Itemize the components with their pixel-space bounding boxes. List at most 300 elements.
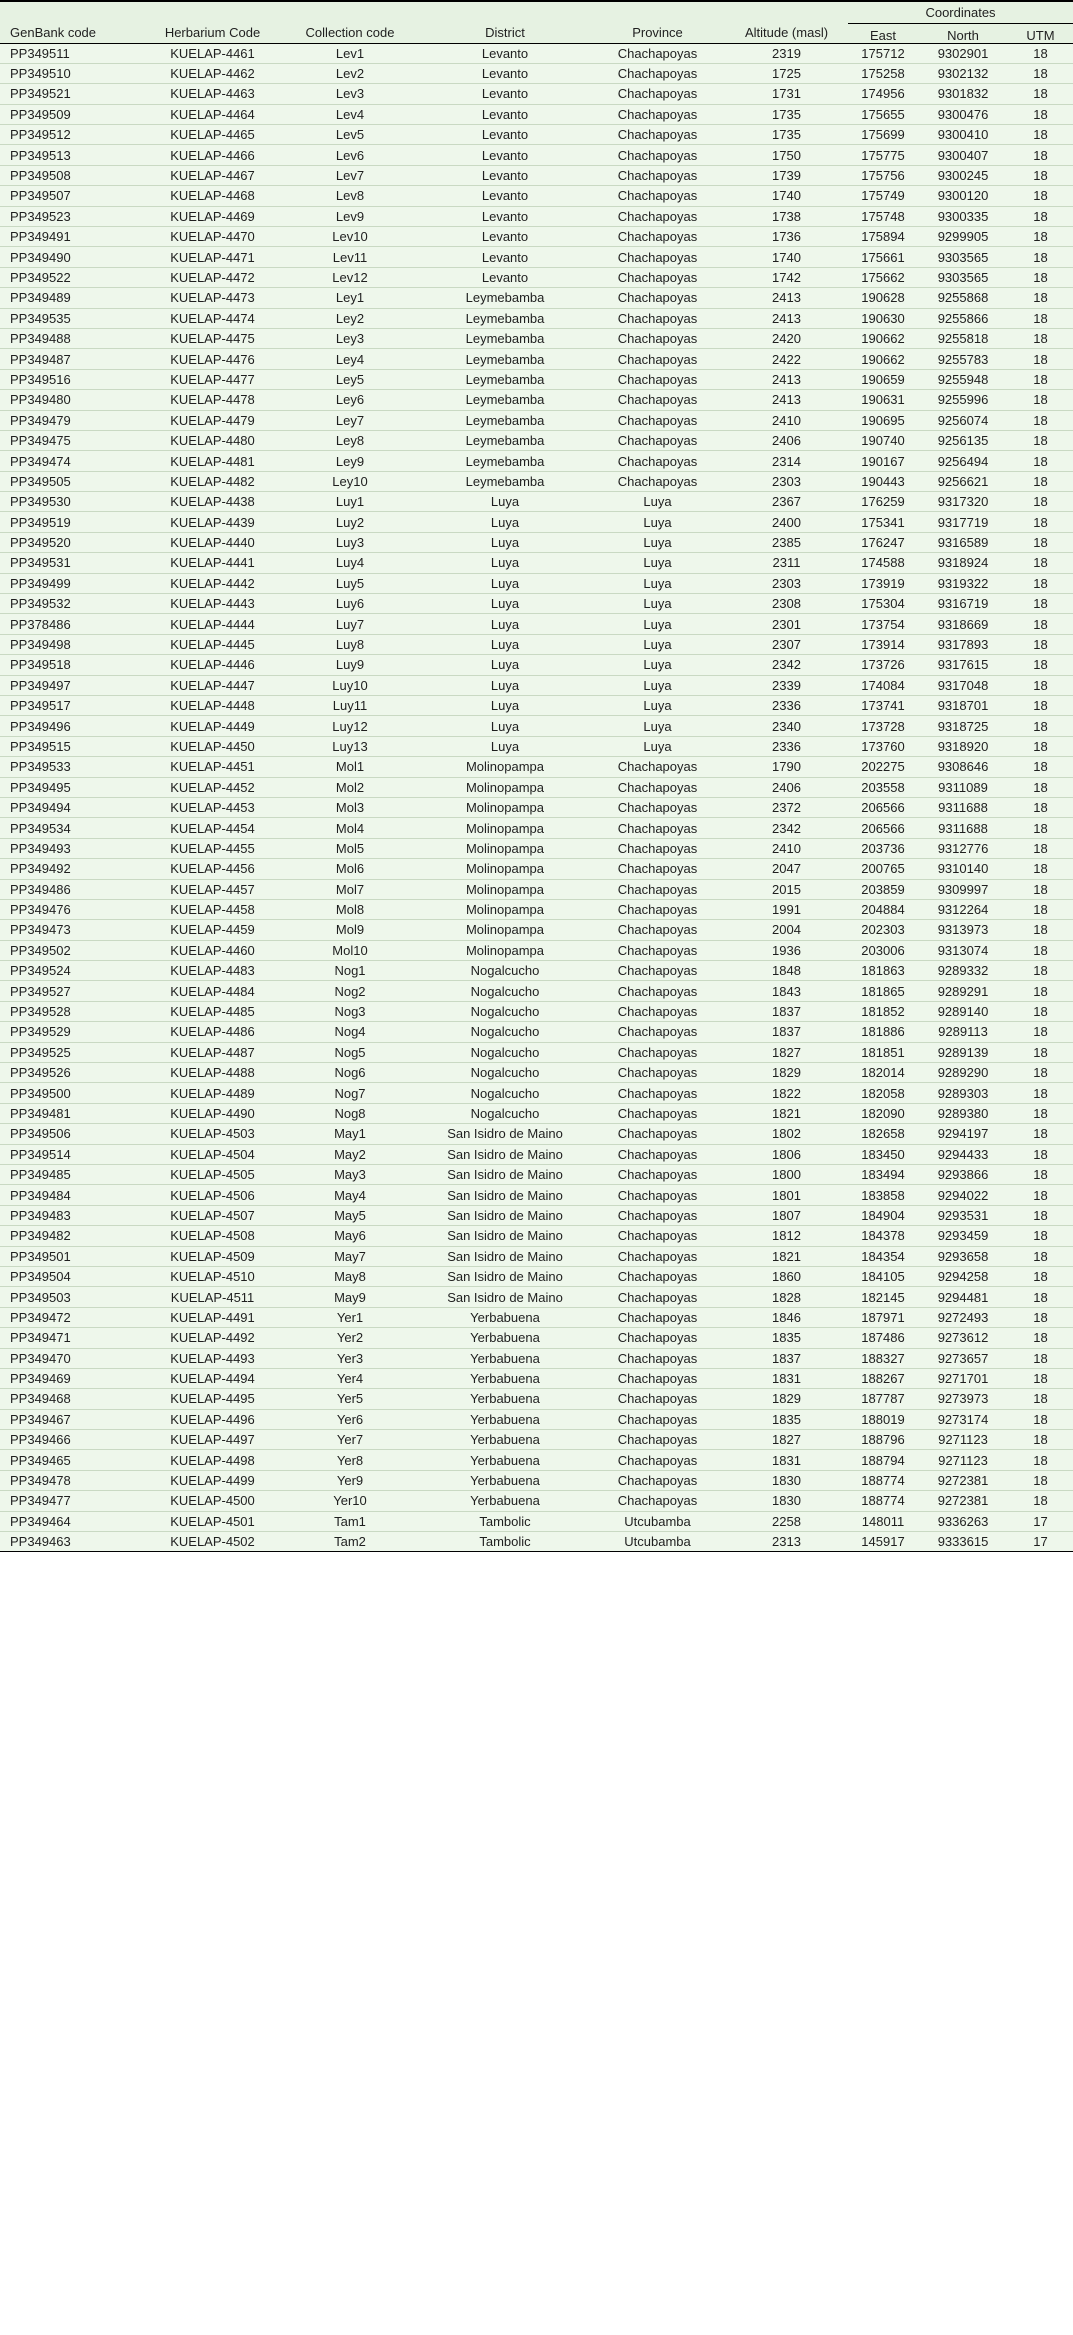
east-cell: 190740 [848, 430, 918, 450]
altitude-cell: 2410 [725, 410, 848, 430]
altitude-cell: 1835 [725, 1409, 848, 1429]
province-cell: Utcubamba [590, 1511, 725, 1531]
district-cell: San Isidro de Maino [420, 1266, 590, 1286]
table-row [0, 186, 1073, 206]
altitude-cell: 1830 [725, 1470, 848, 1490]
utm-cell: 18 [1008, 777, 1073, 797]
collection-code-cell: Mol4 [280, 818, 420, 838]
province-cell: Luya [590, 553, 725, 573]
genbank-code-cell: PP349514 [0, 1144, 145, 1164]
altitude-cell: 2422 [725, 349, 848, 369]
table-row [0, 1042, 1073, 1062]
collection-code-cell: Ley7 [280, 410, 420, 430]
district-cell: Luya [420, 736, 590, 756]
district-cell: Luya [420, 716, 590, 736]
genbank-code-cell: PP349472 [0, 1307, 145, 1327]
district-cell: Yerbabuena [420, 1430, 590, 1450]
north-cell: 9300410 [918, 125, 1008, 145]
collection-code-cell: May3 [280, 1164, 420, 1184]
herbarium-code-cell: KUELAP-4491 [145, 1307, 280, 1327]
province-cell: Chachapoyas [590, 1287, 725, 1307]
utm-cell: 17 [1008, 1511, 1073, 1531]
east-cell: 183450 [848, 1144, 918, 1164]
herbarium-code-cell: KUELAP-4463 [145, 84, 280, 104]
utm-cell: 18 [1008, 227, 1073, 247]
table-row [0, 981, 1073, 1001]
province-cell: Utcubamba [590, 1532, 725, 1552]
east-cell: 206566 [848, 818, 918, 838]
genbank-code-cell: PP349533 [0, 757, 145, 777]
altitude-cell: 1837 [725, 1001, 848, 1021]
altitude-cell: 2406 [725, 777, 848, 797]
collection-code-cell: May4 [280, 1185, 420, 1205]
herbarium-code-cell: KUELAP-4469 [145, 206, 280, 226]
east-cell: 175341 [848, 512, 918, 532]
utm-cell: 18 [1008, 288, 1073, 308]
table-row [0, 1328, 1073, 1348]
collection-code-cell: May1 [280, 1124, 420, 1144]
north-cell: 9294197 [918, 1124, 1008, 1144]
collection-code-cell: Mol1 [280, 757, 420, 777]
east-cell: 188796 [848, 1430, 918, 1450]
utm-cell: 18 [1008, 1144, 1073, 1164]
genbank-code-cell: PP349527 [0, 981, 145, 1001]
province-cell: Chachapoyas [590, 1022, 725, 1042]
herbarium-code-cell: KUELAP-4458 [145, 899, 280, 919]
genbank-code-cell: PP349490 [0, 247, 145, 267]
east-cell: 187971 [848, 1307, 918, 1327]
genbank-code-cell: PP349477 [0, 1491, 145, 1511]
east-cell: 190662 [848, 349, 918, 369]
herbarium-code-cell: KUELAP-4441 [145, 553, 280, 573]
genbank-code-cell: PP349495 [0, 777, 145, 797]
collection-code-cell: Lev7 [280, 165, 420, 185]
utm-cell: 18 [1008, 1185, 1073, 1205]
genbank-code-cell: PP349529 [0, 1022, 145, 1042]
east-cell: 148011 [848, 1511, 918, 1531]
altitude-cell: 1837 [725, 1348, 848, 1368]
province-cell: Chachapoyas [590, 757, 725, 777]
province-cell: Chachapoyas [590, 797, 725, 817]
collection-code-cell: Ley10 [280, 471, 420, 491]
province-cell: Luya [590, 736, 725, 756]
table-row [0, 410, 1073, 430]
altitude-cell: 1801 [725, 1185, 848, 1205]
north-cell: 9300407 [918, 145, 1008, 165]
genbank-code-cell: PP349486 [0, 879, 145, 899]
herbarium-code-cell: KUELAP-4503 [145, 1124, 280, 1144]
district-cell: Molinopampa [420, 879, 590, 899]
collection-code-cell: Ley6 [280, 390, 420, 410]
genbank-code-cell: PP349489 [0, 288, 145, 308]
utm-cell: 18 [1008, 981, 1073, 1001]
north-cell: 9294481 [918, 1287, 1008, 1307]
district-cell: Luya [420, 594, 590, 614]
genbank-code-cell: PP349476 [0, 899, 145, 919]
province-cell: Luya [590, 696, 725, 716]
district-cell: Molinopampa [420, 818, 590, 838]
genbank-code-cell: PP349525 [0, 1042, 145, 1062]
header-north: North [918, 23, 1008, 43]
collection-code-cell: Luy1 [280, 492, 420, 512]
table-row [0, 736, 1073, 756]
province-cell: Chachapoyas [590, 981, 725, 1001]
utm-cell: 18 [1008, 614, 1073, 634]
genbank-code-cell: PP349474 [0, 451, 145, 471]
north-cell: 9300120 [918, 186, 1008, 206]
collection-code-cell: Yer2 [280, 1328, 420, 1348]
collection-code-cell: Mol10 [280, 940, 420, 960]
utm-cell: 18 [1008, 267, 1073, 287]
utm-cell: 18 [1008, 1022, 1073, 1042]
district-cell: Luya [420, 655, 590, 675]
altitude-cell: 1828 [725, 1287, 848, 1307]
utm-cell: 18 [1008, 308, 1073, 328]
utm-cell: 18 [1008, 1368, 1073, 1388]
collection-code-cell: Yer5 [280, 1389, 420, 1409]
east-cell: 187787 [848, 1389, 918, 1409]
north-cell: 9317615 [918, 655, 1008, 675]
district-cell: Yerbabuena [420, 1389, 590, 1409]
table-row [0, 696, 1073, 716]
altitude-cell: 2015 [725, 879, 848, 899]
utm-cell: 18 [1008, 206, 1073, 226]
north-cell: 9300245 [918, 165, 1008, 185]
genbank-code-cell: PP349481 [0, 1103, 145, 1123]
province-cell: Chachapoyas [590, 43, 725, 63]
altitude-cell: 1740 [725, 186, 848, 206]
collection-code-cell: Yer1 [280, 1307, 420, 1327]
north-cell: 9272381 [918, 1470, 1008, 1490]
east-cell: 184354 [848, 1246, 918, 1266]
herbarium-code-cell: KUELAP-4457 [145, 879, 280, 899]
north-cell: 9272493 [918, 1307, 1008, 1327]
east-cell: 190628 [848, 288, 918, 308]
district-cell: Yerbabuena [420, 1491, 590, 1511]
east-cell: 202275 [848, 757, 918, 777]
east-cell: 183858 [848, 1185, 918, 1205]
altitude-cell: 2340 [725, 716, 848, 736]
herbarium-code-cell: KUELAP-4484 [145, 981, 280, 1001]
herbarium-code-cell: KUELAP-4443 [145, 594, 280, 614]
header-herbarium-code: Herbarium Code [145, 1, 280, 43]
east-cell: 181852 [848, 1001, 918, 1021]
table-row [0, 390, 1073, 410]
district-cell: Yerbabuena [420, 1368, 590, 1388]
utm-cell: 18 [1008, 716, 1073, 736]
collection-code-cell: Luy3 [280, 532, 420, 552]
table-row [0, 573, 1073, 593]
herbarium-code-cell: KUELAP-4488 [145, 1063, 280, 1083]
herbarium-code-cell: KUELAP-4504 [145, 1144, 280, 1164]
north-cell: 9289291 [918, 981, 1008, 1001]
herbarium-code-cell: KUELAP-4501 [145, 1511, 280, 1531]
east-cell: 145917 [848, 1532, 918, 1552]
herbarium-code-cell: KUELAP-4453 [145, 797, 280, 817]
district-cell: Luya [420, 512, 590, 532]
altitude-cell: 1750 [725, 145, 848, 165]
utm-cell: 18 [1008, 818, 1073, 838]
utm-cell: 18 [1008, 920, 1073, 940]
genbank-code-cell: PP349501 [0, 1246, 145, 1266]
altitude-cell: 2413 [725, 390, 848, 410]
table-row [0, 920, 1073, 940]
altitude-cell: 2342 [725, 655, 848, 675]
utm-cell: 18 [1008, 532, 1073, 552]
north-cell: 9294433 [918, 1144, 1008, 1164]
genbank-code-cell: PP349482 [0, 1226, 145, 1246]
genbank-code-cell: PP349499 [0, 573, 145, 593]
table-row [0, 165, 1073, 185]
herbarium-code-cell: KUELAP-4449 [145, 716, 280, 736]
province-cell: Luya [590, 492, 725, 512]
province-cell: Luya [590, 532, 725, 552]
north-cell: 9256074 [918, 410, 1008, 430]
herbarium-code-cell: KUELAP-4470 [145, 227, 280, 247]
genbank-code-cell: PP349487 [0, 349, 145, 369]
province-cell: Chachapoyas [590, 1063, 725, 1083]
genbank-code-cell: PP349532 [0, 594, 145, 614]
province-cell: Chachapoyas [590, 1083, 725, 1103]
north-cell: 9319322 [918, 573, 1008, 593]
north-cell: 9255868 [918, 288, 1008, 308]
genbank-code-cell: PP349510 [0, 63, 145, 83]
district-cell: Molinopampa [420, 859, 590, 879]
collection-code-cell: Yer9 [280, 1470, 420, 1490]
table-row [0, 1368, 1073, 1388]
utm-cell: 18 [1008, 430, 1073, 450]
table-row [0, 145, 1073, 165]
collection-code-cell: Mol2 [280, 777, 420, 797]
east-cell: 188774 [848, 1470, 918, 1490]
altitude-cell: 1829 [725, 1063, 848, 1083]
district-cell: Levanto [420, 125, 590, 145]
table-row [0, 267, 1073, 287]
district-cell: Leymebamba [420, 288, 590, 308]
east-cell: 184378 [848, 1226, 918, 1246]
herbarium-code-cell: KUELAP-4495 [145, 1389, 280, 1409]
north-cell: 9316719 [918, 594, 1008, 614]
herbarium-code-cell: KUELAP-4468 [145, 186, 280, 206]
table-row [0, 1001, 1073, 1021]
east-cell: 181865 [848, 981, 918, 1001]
utm-cell: 18 [1008, 736, 1073, 756]
east-cell: 173741 [848, 696, 918, 716]
east-cell: 175775 [848, 145, 918, 165]
district-cell: Leymebamba [420, 451, 590, 471]
province-cell: Chachapoyas [590, 961, 725, 981]
collection-code-cell: Luy2 [280, 512, 420, 532]
table-row [0, 940, 1073, 960]
north-cell: 9311688 [918, 818, 1008, 838]
district-cell: Luya [420, 532, 590, 552]
utm-cell: 18 [1008, 675, 1073, 695]
province-cell: Chachapoyas [590, 1144, 725, 1164]
genbank-code-cell: PP349523 [0, 206, 145, 226]
district-cell: Nogalcucho [420, 1103, 590, 1123]
genbank-code-cell: PP349496 [0, 716, 145, 736]
table-row [0, 125, 1073, 145]
table-row [0, 716, 1073, 736]
genbank-code-cell: PP349535 [0, 308, 145, 328]
utm-cell: 18 [1008, 1287, 1073, 1307]
herbarium-code-cell: KUELAP-4465 [145, 125, 280, 145]
herbarium-code-cell: KUELAP-4509 [145, 1246, 280, 1266]
collection-code-cell: Ley9 [280, 451, 420, 471]
herbarium-code-cell: KUELAP-4456 [145, 859, 280, 879]
province-cell: Chachapoyas [590, 451, 725, 471]
altitude-cell: 2004 [725, 920, 848, 940]
herbarium-code-cell: KUELAP-4455 [145, 838, 280, 858]
genbank-code-cell: PP349508 [0, 165, 145, 185]
table-row [0, 1103, 1073, 1123]
east-cell: 175661 [848, 247, 918, 267]
east-cell: 190167 [848, 451, 918, 471]
table-row [0, 1450, 1073, 1470]
district-cell: Luya [420, 492, 590, 512]
district-cell: San Isidro de Maino [420, 1287, 590, 1307]
altitude-cell: 1742 [725, 267, 848, 287]
table-row [0, 818, 1073, 838]
north-cell: 9318725 [918, 716, 1008, 736]
herbarium-code-cell: KUELAP-4454 [145, 818, 280, 838]
district-cell: Yerbabuena [420, 1409, 590, 1429]
north-cell: 9313074 [918, 940, 1008, 960]
table-row [0, 1511, 1073, 1531]
altitude-cell: 1800 [725, 1164, 848, 1184]
utm-cell: 18 [1008, 1450, 1073, 1470]
genbank-code-cell: PP349463 [0, 1532, 145, 1552]
collection-code-cell: May8 [280, 1266, 420, 1286]
herbarium-code-cell: KUELAP-4493 [145, 1348, 280, 1368]
north-cell: 9289113 [918, 1022, 1008, 1042]
utm-cell: 18 [1008, 1001, 1073, 1021]
province-cell: Luya [590, 573, 725, 593]
utm-cell: 18 [1008, 492, 1073, 512]
district-cell: Molinopampa [420, 940, 590, 960]
herbarium-code-cell: KUELAP-4475 [145, 328, 280, 348]
collection-code-cell: Lev5 [280, 125, 420, 145]
altitude-cell: 1827 [725, 1042, 848, 1062]
genbank-code-cell: PP349505 [0, 471, 145, 491]
province-cell: Chachapoyas [590, 471, 725, 491]
collection-code-cell: Luy7 [280, 614, 420, 634]
table-row [0, 614, 1073, 634]
genbank-code-cell: PP349469 [0, 1368, 145, 1388]
table-row [0, 1287, 1073, 1307]
altitude-cell: 1860 [725, 1266, 848, 1286]
province-cell: Chachapoyas [590, 1368, 725, 1388]
genbank-code-cell: PP349484 [0, 1185, 145, 1205]
genbank-code-cell: PP349504 [0, 1266, 145, 1286]
collection-code-cell: Lev6 [280, 145, 420, 165]
east-cell: 174956 [848, 84, 918, 104]
utm-cell: 18 [1008, 696, 1073, 716]
utm-cell: 18 [1008, 757, 1073, 777]
north-cell: 9273612 [918, 1328, 1008, 1348]
altitude-cell: 2303 [725, 471, 848, 491]
north-cell: 9303565 [918, 247, 1008, 267]
east-cell: 175699 [848, 125, 918, 145]
province-cell: Chachapoyas [590, 125, 725, 145]
province-cell: Chachapoyas [590, 838, 725, 858]
north-cell: 9273973 [918, 1389, 1008, 1409]
utm-cell: 18 [1008, 573, 1073, 593]
collection-code-cell: Nog8 [280, 1103, 420, 1123]
district-cell: Levanto [420, 247, 590, 267]
utm-cell: 18 [1008, 879, 1073, 899]
utm-cell: 18 [1008, 797, 1073, 817]
east-cell: 175894 [848, 227, 918, 247]
altitude-cell: 2400 [725, 512, 848, 532]
altitude-cell: 2258 [725, 1511, 848, 1531]
province-cell: Chachapoyas [590, 879, 725, 899]
north-cell: 9289303 [918, 1083, 1008, 1103]
altitude-cell: 2385 [725, 532, 848, 552]
east-cell: 190631 [848, 390, 918, 410]
altitude-cell: 2313 [725, 1532, 848, 1552]
utm-cell: 18 [1008, 1307, 1073, 1327]
altitude-cell: 2413 [725, 308, 848, 328]
province-cell: Chachapoyas [590, 1389, 725, 1409]
table-row [0, 471, 1073, 491]
district-cell: Luya [420, 573, 590, 593]
collection-code-cell: Mol6 [280, 859, 420, 879]
east-cell: 188019 [848, 1409, 918, 1429]
collection-code-cell: Lev12 [280, 267, 420, 287]
north-cell: 9273174 [918, 1409, 1008, 1429]
herbarium-code-cell: KUELAP-4482 [145, 471, 280, 491]
north-cell: 9303565 [918, 267, 1008, 287]
north-cell: 9272381 [918, 1491, 1008, 1511]
altitude-cell: 1829 [725, 1389, 848, 1409]
collection-code-cell: Ley1 [280, 288, 420, 308]
collection-code-cell: Luy11 [280, 696, 420, 716]
collection-code-cell: Luy6 [280, 594, 420, 614]
utm-cell: 18 [1008, 125, 1073, 145]
herbarium-code-cell: KUELAP-4438 [145, 492, 280, 512]
province-cell: Chachapoyas [590, 349, 725, 369]
herbarium-code-cell: KUELAP-4442 [145, 573, 280, 593]
utm-cell: 18 [1008, 655, 1073, 675]
altitude-cell: 2308 [725, 594, 848, 614]
collection-code-cell: May6 [280, 1226, 420, 1246]
district-cell: San Isidro de Maino [420, 1144, 590, 1164]
district-cell: Leymebamba [420, 328, 590, 348]
altitude-cell: 1831 [725, 1450, 848, 1470]
east-cell: 173760 [848, 736, 918, 756]
east-cell: 173919 [848, 573, 918, 593]
header-utm: UTM [1008, 23, 1073, 43]
genbank-code-cell: PP349521 [0, 84, 145, 104]
north-cell: 9273657 [918, 1348, 1008, 1368]
east-cell: 190695 [848, 410, 918, 430]
altitude-cell: 2410 [725, 838, 848, 858]
table-row [0, 553, 1073, 573]
utm-cell: 18 [1008, 1348, 1073, 1368]
province-cell: Chachapoyas [590, 1164, 725, 1184]
altitude-cell: 2336 [725, 736, 848, 756]
collection-code-cell: Nog4 [280, 1022, 420, 1042]
north-cell: 9318669 [918, 614, 1008, 634]
east-cell: 173914 [848, 634, 918, 654]
herbarium-code-cell: KUELAP-4464 [145, 104, 280, 124]
north-cell: 9300476 [918, 104, 1008, 124]
herbarium-code-cell: KUELAP-4505 [145, 1164, 280, 1184]
utm-cell: 18 [1008, 1083, 1073, 1103]
table-row [0, 492, 1073, 512]
herbarium-code-cell: KUELAP-4447 [145, 675, 280, 695]
